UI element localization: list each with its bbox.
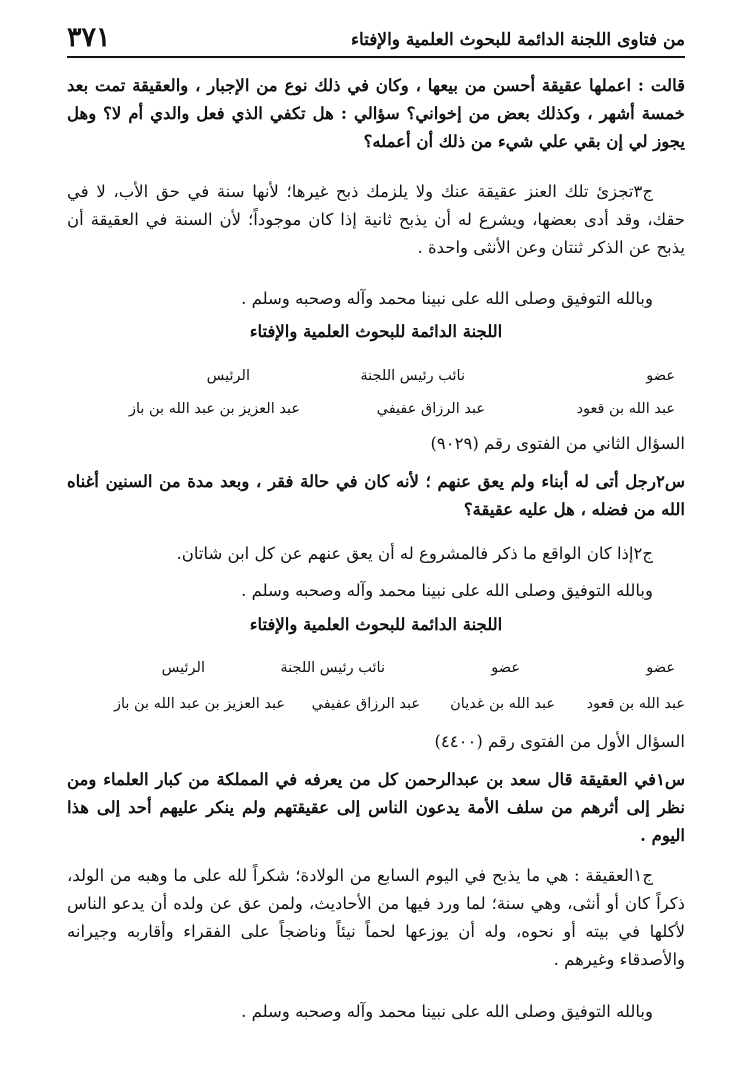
sig2-name-member-2: عبد الله بن غديان [450, 696, 555, 712]
closing-line-3: وبالله التوفيق وصلى الله على نبينا محمد وآله وصحبه وسلم . [241, 1002, 653, 1021]
question-2: س٢رجل أتى له أبناء ولم يعق عنهم ؛ لأنه كان في حالة فقر ، وبعد مدة من السنين أغناه الله من فضله ، هل عليه عقيقة؟ [67, 472, 685, 519]
closing-line-2: وبالله التوفيق وصلى الله على نبينا محمد وآله وصحبه وسلم . [241, 581, 653, 600]
answer-2: ج٢إذا كان الواقع ما ذكر فالمشروع له أن يعق عنهم عن كل ابن شاتان. [176, 544, 653, 563]
sig2-name-chair: عبد العزيز بن عبد الله بن باز [113, 696, 285, 712]
fatwa-ref-4400: السؤال الأول من الفتوى رقم (٤٤٠٠) [434, 732, 685, 751]
sig1-role-member: عضو [646, 368, 675, 384]
closing-line-1: وبالله التوفيق وصلى الله على نبينا محمد وآله وصحبه وسلم . [241, 289, 653, 308]
sig1-role-chair: الرئيس [206, 368, 250, 384]
question-continued: قالت : اعملها عقيقة أحسن من بيعها ، وكان في ذلك نوع من الإجبار ، والعقيقة تمت بعد خمسة أشهر ، وكذلك بعض من إخواني؟ سؤالي : هل تكفي الذي فعل والدي أم لا؟ وهل يجوز لي إن بقي علي شيء من ذلك أن أعمله؟ [67, 76, 685, 151]
fatwa-ref-9029: السؤال الثاني من الفتوى رقم (٩٠٢٩) [430, 434, 685, 453]
sig2-role-chair: الرئيس [161, 660, 205, 676]
sig1-role-vice-chair: نائب رئيس اللجنة [360, 368, 465, 384]
sig2-role-vice-chair: نائب رئيس اللجنة [280, 660, 385, 676]
sig2-role-member-1: عضو [646, 660, 675, 676]
question-1: س١في العقيقة قال سعد بن عبدالرحمن كل من يعرفه في المملكة من كبار العلماء ومن نظر إلى أثرهم من سلف الأمة يدعون الناس إلى عقيقتهم ولم ينكر عليهم أحد إلى هذا اليوم . [67, 770, 685, 845]
committee-title-1: اللجنة الدائمة للبحوث العلمية والإفتاء [249, 322, 503, 341]
sig2-name-vice-chair: عبد الرزاق عفيفي [311, 696, 420, 712]
running-header [67, 22, 685, 58]
sig2-role-member-2: عضو [491, 660, 520, 676]
committee-title-2: اللجنة الدائمة للبحوث العلمية والإفتاء [249, 615, 503, 634]
signatures-1 [67, 368, 685, 428]
sig1-name-chair: عبد العزيز بن عبد الله بن باز [128, 401, 300, 417]
page-number: ٣٧١ [67, 22, 111, 53]
sig1-name-vice-chair: عبد الرزاق عفيفي [376, 401, 485, 417]
answer-1: ج١العقيقة : هي ما يذبح في اليوم السابع من الولادة؛ شكراً لله على ما وهبه من الولد، ذكراً كان أو أنثى، وهي سنة؛ لما ورد فيها من الأحاديث، ولمن عق عن ولده أن يدعو الناس لأكلها في بيته أو نحوه، وله أن يوزعها لحماً نيئاً وناضجاً على الفقراء وأقاربه وجيرانه والأصدقاء وغيرهم . [67, 866, 685, 969]
sig2-name-member-1: عبد الله بن قعود [586, 696, 685, 712]
answer-3: ج٣تجزئ تلك العنز عقيقة عنك ولا يلزمك ذبح غيرها؛ لأنها سنة في حق الأب، لا في حقك، وقد أدى بعضها، ويشرع له أن يذبح ثانية إذا كان موجوداً؛ لأن السنة في العقيقة أن يذبح عن الذكر ثنتان وعن الأنثى واحدة . [67, 182, 685, 257]
signatures-2 [67, 660, 685, 720]
header-title: من فتاوى اللجنة الدائمة للبحوث العلمية والإفتاء [350, 30, 685, 50]
sig1-name-member: عبد الله بن قعود [576, 401, 675, 417]
